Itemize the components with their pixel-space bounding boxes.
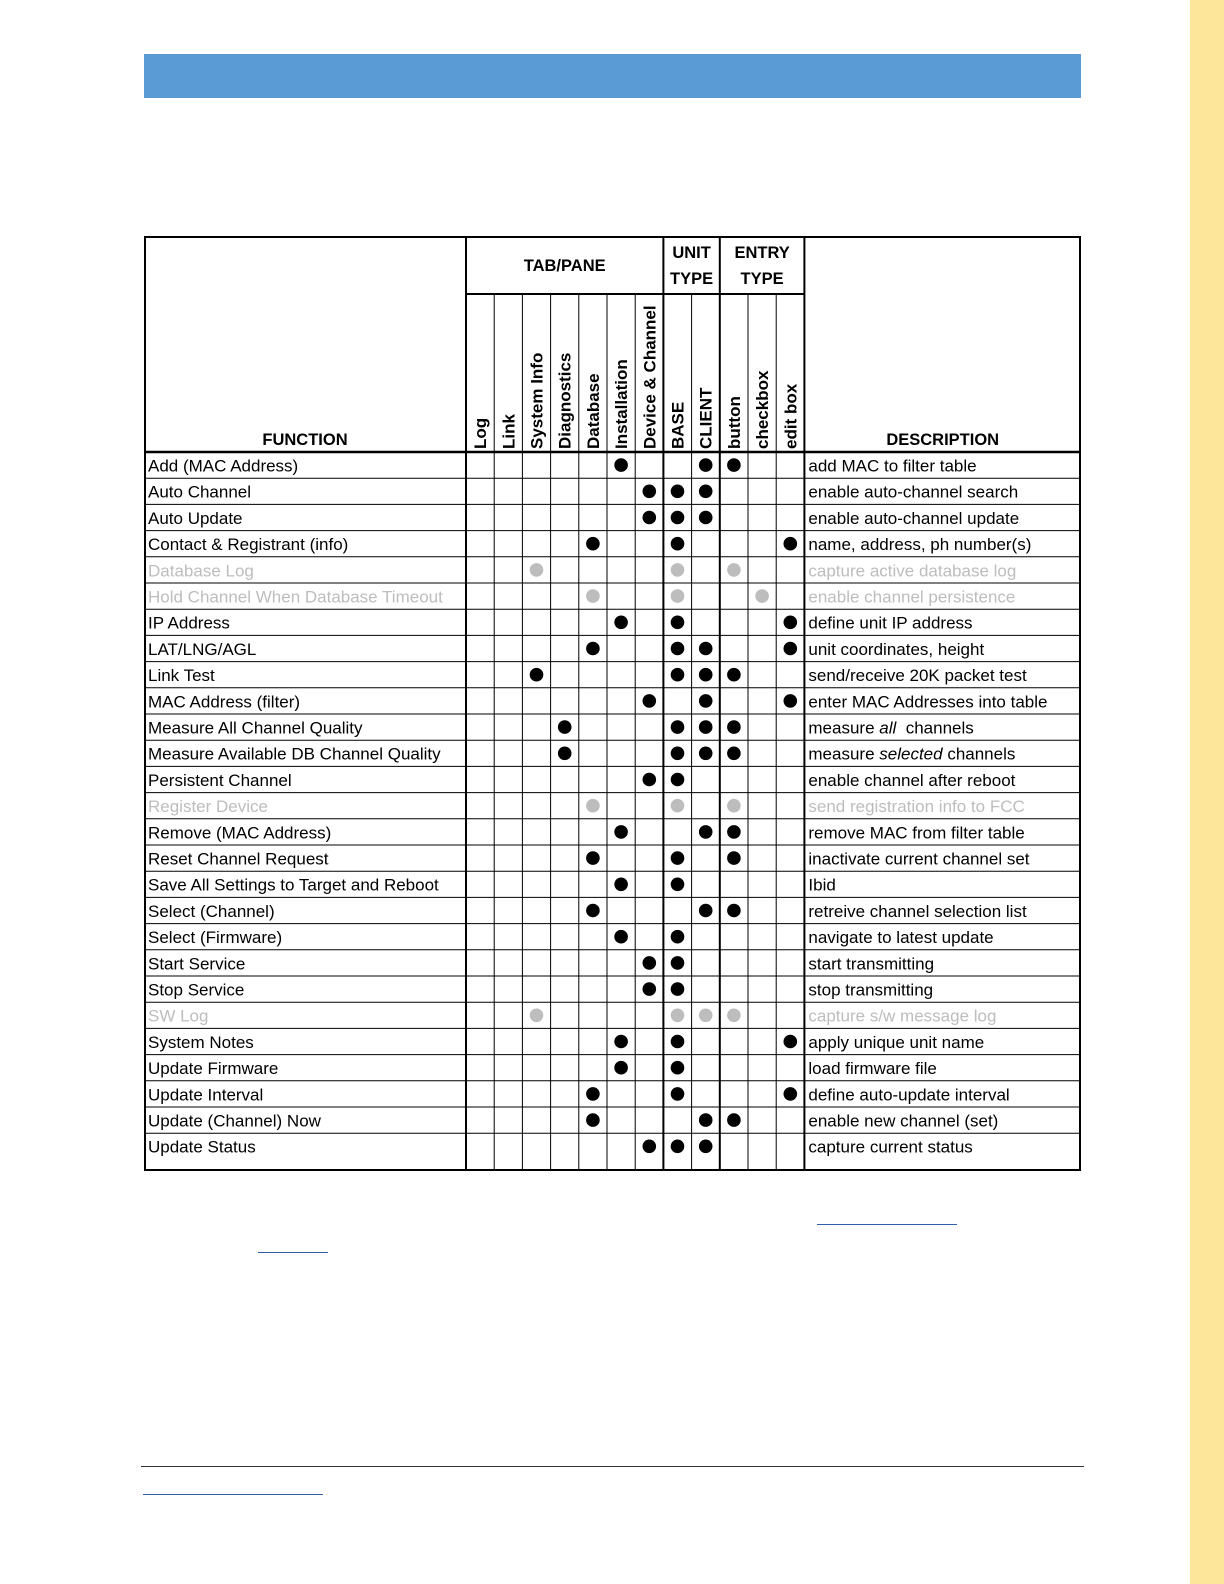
marker-dot (671, 878, 685, 892)
function-matrix-table (144, 236, 1081, 1171)
marker-dot (586, 799, 600, 813)
marker-dot (614, 1035, 628, 1049)
marker-dot (671, 668, 685, 682)
description-header: DESCRIPTION (886, 431, 1000, 449)
entry-type-header: ENTRY (734, 244, 790, 262)
function-header: FUNCTION (262, 431, 348, 449)
marker-dot (699, 694, 713, 708)
marker-dot (727, 747, 741, 761)
marker-dot (586, 1087, 600, 1101)
marker-dot (671, 930, 685, 944)
marker-dot (671, 589, 685, 603)
marker-dot (643, 694, 657, 708)
marker-dot (671, 537, 685, 551)
marker-dot (784, 1035, 798, 1049)
marker-dot (671, 773, 685, 787)
marker-dot (586, 1113, 600, 1127)
column-header: Installation (612, 359, 632, 449)
description-cell: measure all channels (808, 718, 974, 738)
function-cell: Register Device (148, 797, 268, 817)
description-cell: enable channel persistence (808, 587, 1016, 607)
tab-pane-header: TAB/PANE (523, 257, 606, 275)
marker-dot (671, 956, 685, 970)
column-header: Link (499, 414, 519, 449)
column-header: Log (471, 417, 491, 449)
marker-dot (699, 825, 713, 839)
column-header: checkbox (753, 370, 773, 449)
function-cell: Select (Firmware) (148, 928, 283, 948)
marker-dot (727, 458, 741, 472)
description-cell: enable channel after reboot (808, 770, 1016, 790)
marker-dot (530, 1009, 544, 1023)
marker-dot (671, 1061, 685, 1075)
marker-dot (614, 1061, 628, 1075)
function-cell: Update (Channel) Now (148, 1111, 321, 1131)
marker-dot (586, 589, 600, 603)
function-cell: System Notes (148, 1032, 254, 1052)
marker-dot (699, 485, 713, 499)
function-cell: Measure Available DB Channel Quality (148, 744, 441, 764)
function-cell: Contact & Registrant (info) (148, 535, 349, 555)
marker-dot (586, 642, 600, 656)
marker-dot (586, 851, 600, 865)
description-cell: add MAC to filter table (808, 456, 977, 476)
footer-link-underline[interactable] (143, 1494, 323, 1495)
description-cell: retreive channel selection list (808, 901, 1027, 921)
marker-dot (727, 1113, 741, 1127)
marker-dot (727, 825, 741, 839)
marker-dot (643, 956, 657, 970)
marker-dot (784, 694, 798, 708)
function-cell: Select (Channel) (148, 901, 275, 921)
marker-dot (614, 825, 628, 839)
marker-dot (755, 589, 769, 603)
column-header: System Info (527, 352, 547, 449)
function-cell: Persistent Channel (148, 770, 292, 790)
function-cell: SW Log (148, 1006, 209, 1026)
function-cell: Add (MAC Address) (148, 456, 299, 476)
marker-dot (671, 799, 685, 813)
description-cell: define unit IP address (808, 613, 973, 633)
marker-dot (643, 982, 657, 996)
marker-dot (671, 851, 685, 865)
description-cell: unit coordinates, height (808, 639, 985, 659)
marker-dot (699, 1113, 713, 1127)
description-cell: start transmitting (808, 954, 935, 974)
marker-dot (558, 747, 572, 761)
description-cell: measure selected channels (808, 744, 1016, 764)
function-cell: MAC Address (filter) (148, 692, 301, 712)
description-cell: navigate to latest update (808, 928, 994, 948)
hyperlink-underline[interactable] (817, 1224, 957, 1225)
marker-dot (727, 799, 741, 813)
marker-dot (671, 982, 685, 996)
function-cell: Update Firmware (148, 1059, 279, 1079)
description-cell: send/receive 20K packet test (808, 666, 1027, 686)
function-cell: Database Log (148, 561, 254, 581)
marker-dot (671, 563, 685, 577)
marker-dot (699, 720, 713, 734)
marker-dot (784, 1087, 798, 1101)
description-cell: capture current status (808, 1137, 973, 1157)
marker-dot (643, 1140, 657, 1154)
marker-dot (699, 642, 713, 656)
description-cell: load firmware file (808, 1059, 937, 1079)
marker-dot (614, 458, 628, 472)
function-cell: Save All Settings to Target and Reboot (148, 875, 439, 895)
function-cell: Auto Update (148, 508, 243, 528)
marker-dot (699, 1140, 713, 1154)
entry-type-header: TYPE (740, 270, 784, 288)
marker-dot (784, 642, 798, 656)
marker-dot (727, 668, 741, 682)
column-header: Database (583, 373, 603, 449)
description-cell: enter MAC Addresses into table (808, 692, 1048, 712)
function-cell: Update Interval (148, 1085, 264, 1105)
marker-dot (671, 1009, 685, 1023)
function-cell: LAT/LNG/AGL (148, 639, 257, 659)
side-stripe (1190, 0, 1224, 1584)
marker-dot (727, 720, 741, 734)
function-cell: Start Service (148, 954, 246, 974)
marker-dot (727, 904, 741, 918)
column-header: edit box (781, 383, 801, 449)
function-cell: IP Address (148, 613, 230, 633)
marker-dot (671, 616, 685, 630)
marker-dot (586, 537, 600, 551)
marker-dot (727, 563, 741, 577)
function-cell: Reset Channel Request (148, 849, 329, 869)
function-cell: Remove (MAC Address) (148, 823, 332, 843)
marker-dot (699, 904, 713, 918)
marker-dot (699, 511, 713, 525)
description-cell: name, address, ph number(s) (808, 535, 1032, 555)
marker-dot (699, 747, 713, 761)
hyperlink-underline[interactable] (258, 1252, 328, 1253)
function-cell: Hold Channel When Database Timeout (148, 587, 443, 607)
description-cell: inactivate current channel set (808, 849, 1030, 869)
marker-dot (614, 878, 628, 892)
column-header: CLIENT (696, 387, 716, 449)
description-cell: Ibid (808, 875, 836, 895)
description-cell: send registration info to FCC (808, 797, 1025, 817)
marker-dot (699, 1009, 713, 1023)
marker-dot (699, 458, 713, 472)
marker-dot (614, 930, 628, 944)
marker-dot (643, 773, 657, 787)
function-cell: Measure All Channel Quality (148, 718, 363, 738)
unit-type-header: TYPE (670, 270, 714, 288)
marker-dot (586, 904, 600, 918)
marker-dot (784, 537, 798, 551)
marker-dot (784, 616, 798, 630)
description-cell: enable auto-channel update (808, 508, 1020, 528)
marker-dot (558, 720, 572, 734)
marker-dot (671, 747, 685, 761)
description-cell: capture active database log (808, 561, 1017, 581)
column-header: Diagnostics (555, 352, 575, 449)
column-header: BASE (668, 401, 688, 449)
marker-dot (671, 1035, 685, 1049)
marker-dot (671, 511, 685, 525)
description-cell: apply unique unit name (808, 1032, 985, 1052)
description-cell: stop transmitting (808, 980, 934, 1000)
description-cell: remove MAC from filter table (808, 823, 1025, 843)
marker-dot (699, 668, 713, 682)
function-cell: Link Test (148, 666, 215, 686)
marker-dot (614, 616, 628, 630)
description-cell: enable new channel (set) (808, 1111, 999, 1131)
description-cell: enable auto-channel search (808, 482, 1019, 502)
column-header: button (724, 396, 744, 449)
marker-dot (671, 485, 685, 499)
marker-dot (530, 563, 544, 577)
footer-divider (141, 1466, 1084, 1467)
marker-dot (671, 642, 685, 656)
function-cell: Auto Channel (148, 482, 252, 502)
marker-dot (671, 1087, 685, 1101)
function-cell: Update Status (148, 1137, 256, 1157)
function-cell: Stop Service (148, 980, 245, 1000)
header-banner (144, 54, 1081, 98)
marker-dot (643, 511, 657, 525)
marker-dot (643, 485, 657, 499)
marker-dot (671, 1140, 685, 1154)
marker-dot (727, 851, 741, 865)
marker-dot (530, 668, 544, 682)
description-cell: capture s/w message log (808, 1006, 997, 1026)
column-header: Device & Channel (640, 305, 660, 449)
description-cell: define auto-update interval (808, 1085, 1010, 1105)
marker-dot (727, 1009, 741, 1023)
marker-dot (671, 720, 685, 734)
unit-type-header: UNIT (672, 244, 711, 262)
